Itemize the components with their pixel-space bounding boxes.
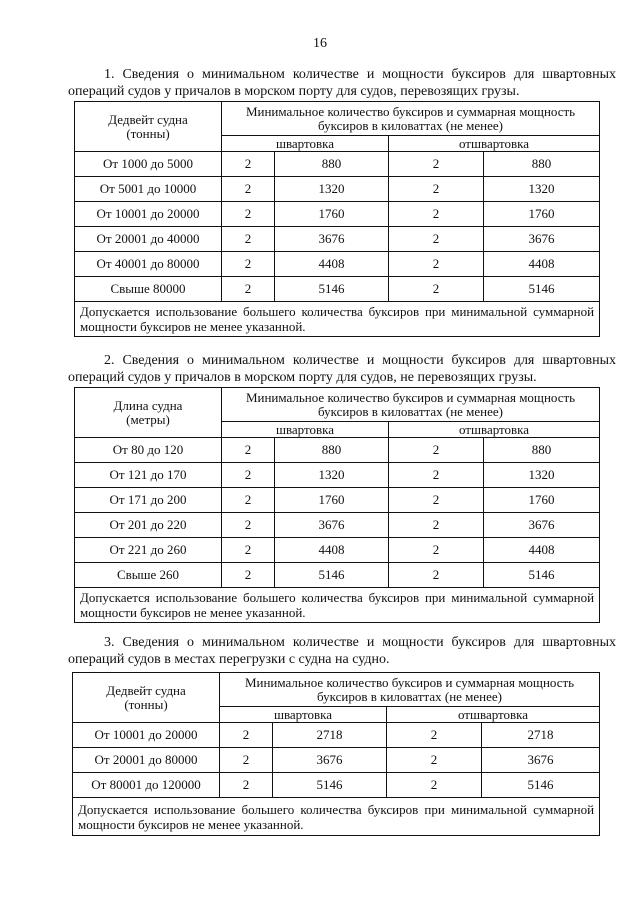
table-row bbox=[75, 463, 600, 488]
unmooring-power: 3676 bbox=[484, 513, 600, 538]
unmooring-power: 4408 bbox=[484, 538, 600, 563]
param-header: Дедвейт судна (тонны) bbox=[73, 673, 220, 723]
unmooring-count: 2 bbox=[389, 563, 484, 588]
row-label: От 10001 до 20000 bbox=[75, 202, 222, 227]
section-1-table bbox=[74, 101, 600, 337]
mooring-count: 2 bbox=[222, 202, 275, 227]
mooring-header: швартовка bbox=[222, 422, 389, 438]
mooring-power: 4408 bbox=[275, 252, 389, 277]
unmooring-power: 5146 bbox=[482, 773, 600, 798]
table-row bbox=[75, 488, 600, 513]
table-row bbox=[75, 177, 600, 202]
unmooring-count: 2 bbox=[387, 773, 482, 798]
mooring-count: 2 bbox=[220, 773, 273, 798]
row-label: От 20001 до 80000 bbox=[73, 748, 220, 773]
table-row bbox=[73, 773, 600, 798]
unmooring-power: 3676 bbox=[484, 227, 600, 252]
row-label: От 1000 до 5000 bbox=[75, 152, 222, 177]
mooring-count: 2 bbox=[222, 177, 275, 202]
row-label: От 80001 до 120000 bbox=[73, 773, 220, 798]
unmooring-header: отшвартовка bbox=[387, 707, 600, 723]
param-header: Дедвейт судна (тонны) bbox=[75, 102, 222, 152]
section-2-table bbox=[74, 387, 600, 623]
table-note bbox=[75, 588, 600, 623]
mooring-power: 3676 bbox=[273, 748, 387, 773]
table-note bbox=[73, 798, 600, 836]
unmooring-power: 5146 bbox=[484, 277, 600, 302]
row-label: От 40001 до 80000 bbox=[75, 252, 222, 277]
row-label: Свыше 80000 bbox=[75, 277, 222, 302]
row-label: От 201 до 220 bbox=[75, 513, 222, 538]
table-row bbox=[75, 152, 600, 177]
table-row bbox=[75, 227, 600, 252]
page-number: 16 bbox=[313, 36, 327, 51]
mooring-power: 1760 bbox=[275, 202, 389, 227]
mooring-count: 2 bbox=[222, 563, 275, 588]
section-2-heading: 2. Сведения о минимальном количестве и мощности буксиров для швартовных операций судов у причалов в морском порту для судов, не перевозящих грузы. bbox=[68, 353, 616, 385]
section-3-table bbox=[72, 672, 600, 836]
row-label: От 171 до 200 bbox=[75, 488, 222, 513]
unmooring-count: 2 bbox=[389, 252, 484, 277]
main-header: Минимальное количество буксиров и суммарная мощность буксиров в киловаттах (не менее) bbox=[220, 673, 600, 707]
mooring-power: 5146 bbox=[275, 563, 389, 588]
table-row bbox=[75, 513, 600, 538]
table-note bbox=[75, 302, 600, 337]
mooring-power: 3676 bbox=[275, 513, 389, 538]
mooring-count: 2 bbox=[220, 723, 273, 748]
table-row bbox=[73, 748, 600, 773]
unmooring-power: 880 bbox=[484, 438, 600, 463]
note-text: Допускается использование большего количества буксиров при минимальной суммарной мощности буксиров не менее указанной. bbox=[78, 801, 595, 832]
mooring-power: 5146 bbox=[273, 773, 387, 798]
mooring-count: 2 bbox=[222, 538, 275, 563]
unmooring-power: 1320 bbox=[484, 177, 600, 202]
unmooring-power: 1760 bbox=[484, 488, 600, 513]
unmooring-count: 2 bbox=[387, 723, 482, 748]
unmooring-power: 1320 bbox=[484, 463, 600, 488]
row-label: Свыше 260 bbox=[75, 563, 222, 588]
mooring-power: 2718 bbox=[273, 723, 387, 748]
mooring-count: 2 bbox=[222, 463, 275, 488]
unmooring-power: 2718 bbox=[482, 723, 600, 748]
unmooring-power: 3676 bbox=[482, 748, 600, 773]
unmooring-count: 2 bbox=[389, 513, 484, 538]
mooring-count: 2 bbox=[222, 513, 275, 538]
note-text: Допускается использование большего количества буксиров при минимальной суммарной мощности буксиров не менее указанной. bbox=[80, 590, 595, 620]
section-1-heading: 1. Сведения о минимальном количестве и мощности буксиров для швартовных операций судов у причалов в морском порту для судов, перевозящих грузы. bbox=[68, 67, 616, 99]
unmooring-power: 5146 bbox=[484, 563, 600, 588]
unmooring-count: 2 bbox=[387, 748, 482, 773]
mooring-count: 2 bbox=[222, 227, 275, 252]
mooring-power: 3676 bbox=[275, 227, 389, 252]
table-row bbox=[75, 538, 600, 563]
unmooring-power: 1760 bbox=[484, 202, 600, 227]
unmooring-count: 2 bbox=[389, 463, 484, 488]
mooring-header: швартовка bbox=[220, 707, 387, 723]
table-row bbox=[73, 723, 600, 748]
unmooring-power: 4408 bbox=[484, 252, 600, 277]
row-label: От 10001 до 20000 bbox=[73, 723, 220, 748]
mooring-count: 2 bbox=[222, 488, 275, 513]
unmooring-header: отшвартовка bbox=[389, 422, 600, 438]
unmooring-count: 2 bbox=[389, 277, 484, 302]
row-label: От 80 до 120 bbox=[75, 438, 222, 463]
mooring-power: 1320 bbox=[275, 463, 389, 488]
table-row bbox=[75, 202, 600, 227]
mooring-power: 880 bbox=[275, 438, 389, 463]
unmooring-count: 2 bbox=[389, 202, 484, 227]
mooring-count: 2 bbox=[222, 252, 275, 277]
row-label: От 221 до 260 bbox=[75, 538, 222, 563]
unmooring-count: 2 bbox=[389, 227, 484, 252]
note-text: Допускается использование большего количества буксиров при минимальной суммарной мощности буксиров не менее указанной. bbox=[80, 304, 595, 334]
row-label: От 20001 до 40000 bbox=[75, 227, 222, 252]
unmooring-header: отшвартовка bbox=[389, 136, 600, 152]
section-3-heading: 3. Сведения о минимальном количестве и мощности буксиров для швартовных операций судов в местах перегрузки с судна на судно. bbox=[68, 635, 616, 667]
table-row bbox=[75, 438, 600, 463]
mooring-power: 4408 bbox=[275, 538, 389, 563]
mooring-count: 2 bbox=[222, 277, 275, 302]
mooring-count: 2 bbox=[222, 438, 275, 463]
table-row bbox=[75, 252, 600, 277]
unmooring-count: 2 bbox=[389, 177, 484, 202]
mooring-power: 5146 bbox=[275, 277, 389, 302]
unmooring-count: 2 bbox=[389, 438, 484, 463]
mooring-power: 1760 bbox=[275, 488, 389, 513]
mooring-power: 880 bbox=[275, 152, 389, 177]
param-header: Длина судна (метры) bbox=[75, 388, 222, 438]
unmooring-count: 2 bbox=[389, 488, 484, 513]
mooring-count: 2 bbox=[222, 152, 275, 177]
table-row bbox=[75, 563, 600, 588]
unmooring-count: 2 bbox=[389, 538, 484, 563]
main-header: Минимальное количество буксиров и суммарная мощность буксиров в киловаттах (не менее) bbox=[222, 102, 600, 136]
row-label: От 5001 до 10000 bbox=[75, 177, 222, 202]
mooring-power: 1320 bbox=[275, 177, 389, 202]
row-label: От 121 до 170 bbox=[75, 463, 222, 488]
mooring-header: швартовка bbox=[222, 136, 389, 152]
mooring-count: 2 bbox=[220, 748, 273, 773]
main-header: Минимальное количество буксиров и суммарная мощность буксиров в киловаттах (не менее) bbox=[222, 388, 600, 422]
unmooring-power: 880 bbox=[484, 152, 600, 177]
unmooring-count: 2 bbox=[389, 152, 484, 177]
table-row bbox=[75, 277, 600, 302]
